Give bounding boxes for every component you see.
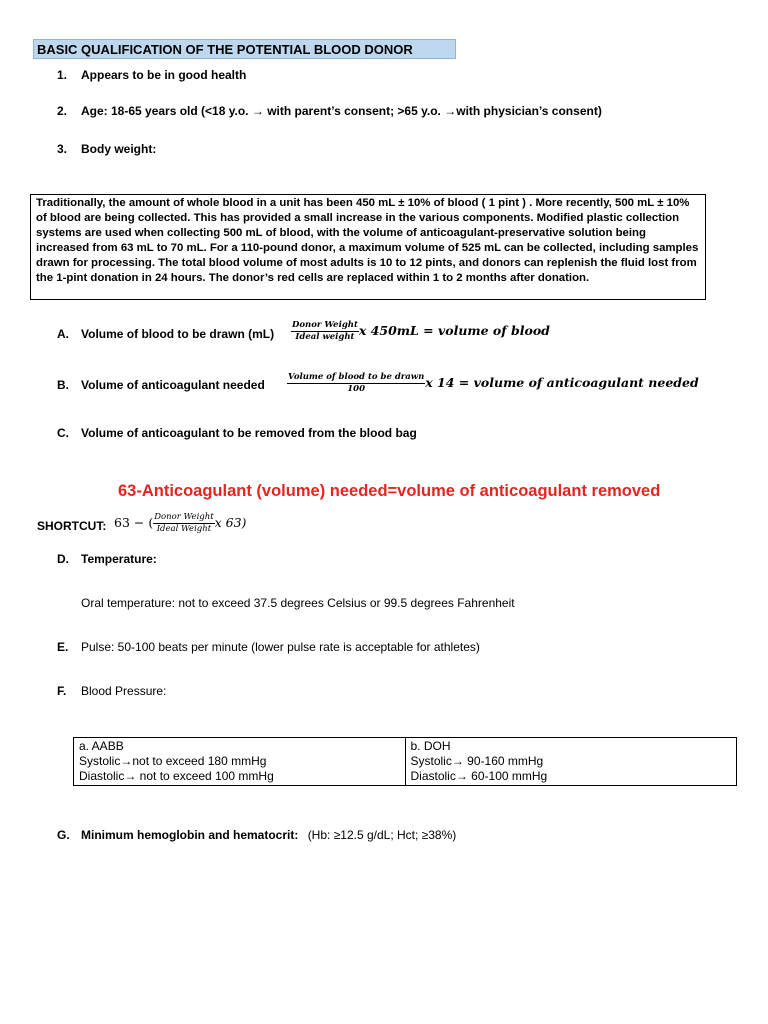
list-item-text: Age: 18-65 years old (<18 y.o. → with parent’s consent; >65 y.o. →with physician’s consent) — [81, 104, 602, 118]
fraction-denominator: Ideal Weight — [153, 523, 214, 535]
list-marker: E. — [57, 640, 69, 654]
list-marker: G. — [57, 828, 70, 842]
formula-c — [57, 426, 417, 441]
cell-systolic: Systolic→ 90-160 mmHg — [410, 754, 544, 768]
blood-volume-info-box — [30, 194, 706, 300]
anticoagulant-removed-formula: 63-Anticoagulant (volume) needed=volume of anticoagulant removed — [118, 482, 661, 500]
formula-b-label: Volume of anticoagulant needed — [81, 378, 265, 392]
cell-diastolic: Diastolic→ 60-100 mmHg — [410, 769, 548, 783]
info-box-text: Traditionally, the amount of whole blood in a unit has been 450 mL ± 10% of blood ( 1 pint ) . More recently, 500 mL ± 10% of blood are being collected. This has provided a small increase in the various components. Modified plastic collection systems are used when collecting 500 mL of blood, with the volume of anticoagulant-preservative solution being increased from 63 mL to 70 mL. For a 110-pound donor, a maximum volume of 525 mL can be collected, including samples drawn for processing. The total blood volume of most adults is 10 to 12 pints, and donors can replenish the fluid lost from the 1-pint donation in 24 hours. The donor’s red cells are replaced within 1 to 2 months after donation. — [36, 197, 699, 284]
formula-a-fraction — [291, 320, 359, 343]
list-marker: A. — [57, 327, 69, 341]
fraction-denominator: 100 — [287, 383, 425, 395]
cell-header: b. DOH — [410, 739, 451, 753]
pulse-item — [57, 640, 480, 655]
formula-b-fraction — [287, 372, 425, 395]
fraction-numerator: Donor Weight — [292, 320, 358, 330]
list-item-3 — [57, 142, 157, 157]
shortcut-expression — [114, 512, 246, 535]
list-marker: D. — [57, 552, 69, 566]
formula-a-expression — [291, 320, 550, 343]
formula-b-rest: x 14 = volume of anticoagulant needed — [425, 375, 699, 390]
list-marker: B. — [57, 378, 69, 392]
list-marker: C. — [57, 426, 69, 440]
formula-a-label: Volume of blood to be drawn (mL) — [81, 327, 275, 341]
hemoglobin-item — [57, 828, 457, 843]
table-row — [74, 738, 737, 786]
list-marker: 3. — [57, 142, 68, 156]
table-cell-doh — [405, 738, 737, 786]
cell-systolic: Systolic→not to exceed 180 mmHg — [79, 754, 267, 768]
list-item-text: Body weight: — [81, 142, 157, 156]
cell-header: a. AABB — [79, 739, 124, 753]
fraction-numerator: Volume of blood to be drawn — [288, 372, 425, 382]
hemoglobin-label: Minimum hemoglobin and hematocrit: — [81, 828, 299, 842]
formula-a — [57, 327, 275, 342]
list-item-text: Appears to be in good health — [81, 68, 247, 82]
cell-diastolic: Diastolic→ not to exceed 100 mmHg — [79, 769, 274, 783]
table-cell-aabb — [74, 738, 406, 786]
formula-a-rest: x 450mL = volume of blood — [358, 323, 550, 338]
list-item-1 — [57, 68, 247, 83]
formula-b-expression — [287, 372, 699, 395]
shortcut-lead: 63 − ( — [114, 515, 154, 530]
fraction-numerator: Donor Weight — [154, 512, 214, 522]
list-marker: F. — [57, 684, 67, 698]
shortcut-fraction — [153, 512, 214, 535]
formula-c-label: Volume of anticoagulant to be removed from the blood bag — [81, 426, 417, 440]
list-item-2 — [57, 104, 602, 119]
fraction-denominator: Ideal weight — [291, 331, 359, 343]
temperature-label: Temperature: — [81, 552, 157, 566]
shortcut-label: SHORTCUT: — [37, 519, 107, 533]
temperature-detail: Oral temperature: not to exceed 37.5 degrees Celsius or 99.5 degrees Fahrenheit — [81, 596, 515, 610]
document-title: BASIC QUALIFICATION OF THE POTENTIAL BLOOD DONOR — [33, 39, 456, 59]
pulse-label: Pulse: 50-100 beats per minute (lower pulse rate is acceptable for athletes) — [81, 640, 480, 654]
formula-b — [57, 378, 265, 393]
temperature-item — [57, 552, 157, 567]
hemoglobin-detail: (Hb: ≥12.5 g/dL; Hct; ≥38%) — [307, 828, 457, 842]
list-marker: 1. — [57, 68, 68, 82]
list-marker: 2. — [57, 104, 68, 118]
blood-pressure-item — [57, 684, 167, 699]
shortcut-rest: x 63) — [214, 515, 247, 530]
blood-pressure-label: Blood Pressure: — [81, 684, 167, 698]
blood-pressure-table — [73, 737, 737, 786]
